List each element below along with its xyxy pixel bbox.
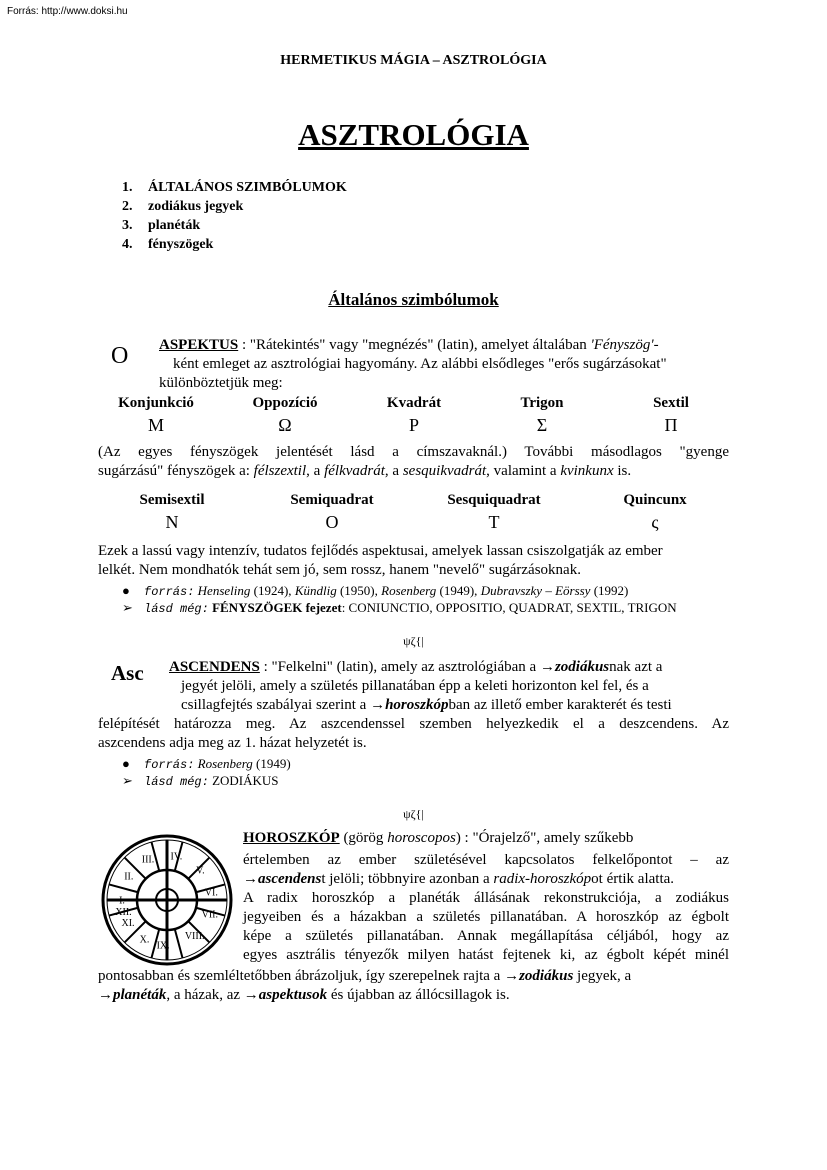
running-header: HERMETIKUS MÁGIA – ASZTROLÓGIA bbox=[280, 53, 547, 68]
horoscope-wheel-image bbox=[100, 833, 234, 967]
aspektus-closing-line1: Ezek a lassú vagy intenzív, tudatos fejlődés aspektusai, amelyek lassan csiszolgatják az ember bbox=[98, 543, 663, 559]
house-label: VIII. bbox=[184, 931, 205, 942]
aspect-sesquiquadrat: Sesquiquadrat Τ bbox=[447, 492, 541, 532]
page-title: ASZTROLÓGIA bbox=[298, 117, 529, 152]
link-ascendens[interactable]: →ascendens bbox=[243, 871, 322, 887]
aspektus-see-also: ➢ lásd még: FÉNYSZÖGEK fejezet: CONIUNCTIO, OPPOSITIO, QUADRAT, SEXTIL, TRIGON bbox=[122, 600, 677, 616]
horoszkop-line8: pontosabban és szemléltetőbben ábrázoljuk, így szerepelnek rajta a →zodiákus jegyek, a bbox=[98, 968, 632, 984]
horoszkop-line2: értelemben az ember születésével kapcsolatos felkelőpontot – az bbox=[243, 852, 729, 868]
ascendens-line5: aszcendens adja meg az 1. házat helyzetét is. bbox=[98, 735, 367, 751]
aspektus-sources: ● forrás: Henseling (1924), Kündlig (1950), Rosenberg (1949), Dubravszky – Eörssy (1992) bbox=[122, 583, 629, 599]
link-zodiakus[interactable]: →zodiákus bbox=[539, 659, 610, 675]
horoszkop-line7: egyes asztrális tényezők milyen hatást fejtenek ki, az égbolt képét minél bbox=[243, 947, 729, 963]
aspektus-line2: ként emleget az asztrológiai hagyomány. Az alábbi elsődleges "erős sugárzásokat" bbox=[173, 356, 667, 372]
horoszkop-line9: →planéták, a házak, az →aspektusok és újabban az állócsillagok is. bbox=[98, 987, 510, 1003]
section-title: Általános szimbólumok bbox=[328, 290, 499, 309]
aspektus-closing-line2: lelkét. Nem mondhatók tehát sem jó, sem rossz, hanem "nevelő" sugárzásoknak. bbox=[98, 562, 581, 578]
aspektus-middle-line1: (Az egyes fényszögek jelentését lásd a címszavaknál.) További másodlagos "gyenge bbox=[98, 444, 729, 460]
toc-item: 4. fényszögek bbox=[122, 237, 214, 252]
aspect-oppozicio: Oppozíció Ω bbox=[252, 395, 318, 435]
table-of-contents bbox=[122, 178, 347, 254]
house-label: XII. bbox=[115, 907, 132, 919]
aspect-quincunx: Quincunx ς bbox=[623, 492, 687, 532]
horoszkop-term: HOROSZKÓP bbox=[243, 830, 340, 846]
aspektus-entry: ASPEKTUS : "Rátekintés" vagy "megnézés" (latin), amelyet általában 'Fényszög'- bbox=[159, 337, 659, 353]
aspect-kvadrat: Kvadrát Ρ bbox=[386, 395, 442, 435]
ascendens-term: ASCENDENS bbox=[169, 659, 260, 675]
aspektus-term: ASPEKTUS bbox=[159, 337, 239, 353]
aspektus-middle-line2: sugárzású" fényszögek a: félszextil, a félkvadrát, a sesquikvadrát, valamint a kvinkunx is. bbox=[98, 463, 632, 479]
link-planetak[interactable]: →planéták bbox=[98, 987, 167, 1003]
house-label: V. bbox=[196, 865, 205, 877]
source-url: Forrás: http://www.doksi.hu bbox=[7, 6, 128, 17]
house-label: IV. bbox=[170, 851, 183, 863]
horoszkop-line3: →ascendenst jelöli; többnyire azonban a radix-horoszkópot értik alatta. bbox=[243, 871, 675, 887]
aspect-sextil: Sextil Π bbox=[653, 395, 689, 435]
separator-ornament: ψζ{| bbox=[403, 634, 424, 648]
aspect-semiquadrat: Semiquadrat Ο bbox=[290, 492, 374, 532]
house-label: X. bbox=[139, 934, 150, 946]
house-label: III. bbox=[141, 854, 155, 866]
horoszkop-line6: képe a születés pillanatában. Annak megállapítása céljából, hogy az bbox=[243, 928, 729, 944]
house-label: I. bbox=[119, 895, 125, 907]
horoszkop-line4: A radix horoszkóp a planéták állásának rekonstrukciója, a zodiákus bbox=[243, 890, 729, 906]
toc-item: 2. zodiákus jegyek bbox=[122, 199, 244, 214]
arrow-bullet-icon: ➢ bbox=[122, 773, 133, 788]
link-aspektusok[interactable]: →aspektusok bbox=[243, 987, 328, 1003]
ascendens-symbol: Asc bbox=[111, 661, 144, 685]
separator-ornament: ψζ{| bbox=[403, 807, 424, 821]
house-label: VI. bbox=[204, 887, 218, 899]
ascendens-see-also: ➢ lásd még: ZODIÁKUS bbox=[122, 773, 279, 789]
wheel-spoke bbox=[109, 884, 138, 892]
arrow-bullet-icon: ➢ bbox=[122, 600, 133, 615]
aspect-semisextil: Semisextil Ν bbox=[139, 492, 205, 532]
aspect-konjunkcio: Konjunkció Μ bbox=[118, 395, 194, 435]
house-label: VII. bbox=[201, 909, 218, 921]
house-label: XI. bbox=[121, 918, 135, 929]
toc-item: 1. ÁLTALÁNOS SZIMBÓLUMOK bbox=[122, 180, 347, 195]
horoszkop-line1: HOROSZKÓP (görög horoscopos) : "Órajelző", amely szűkebb bbox=[243, 830, 634, 846]
ascendens-line2: jegyét jelöli, amely a születés pillanatában épp a keleti horizonton kel fel, és a bbox=[181, 678, 649, 694]
ascendens-line1: ASCENDENS : "Felkelni" (latin), amely az asztrológiában a →zodiákusnak azt a bbox=[169, 659, 663, 675]
house-label: II. bbox=[124, 871, 134, 883]
ascendens-sources: ● forrás: Rosenberg (1949) bbox=[122, 756, 291, 772]
aspektus-line3: különböztetjük meg: bbox=[159, 375, 283, 391]
ascendens-line3: csillagfejtés szabályai szerint a →horoszkópban az illető ember karakterét és testi bbox=[181, 697, 672, 713]
link-horoszkop[interactable]: →horoszkóp bbox=[370, 697, 449, 713]
aspektus-symbol: O bbox=[111, 343, 129, 369]
ascendens-line4: felépítését határozza meg. Az aszcendenssel szemben helyezkedik el a deszcendens. Az bbox=[98, 716, 729, 732]
toc-item: 3. planéták bbox=[122, 218, 201, 233]
bullet-icon: ● bbox=[122, 756, 130, 771]
aspect-trigon: Trigon Σ bbox=[520, 395, 564, 435]
horoszkop-line5: jegyeiben és a házakban a születés pillanatában. A horoszkóp az égbolt bbox=[243, 909, 729, 925]
bullet-icon: ● bbox=[122, 583, 130, 598]
link-zodiakus[interactable]: →zodiákus bbox=[504, 968, 574, 984]
house-label: IX. bbox=[156, 940, 170, 952]
wheel-spoke bbox=[175, 929, 183, 958]
